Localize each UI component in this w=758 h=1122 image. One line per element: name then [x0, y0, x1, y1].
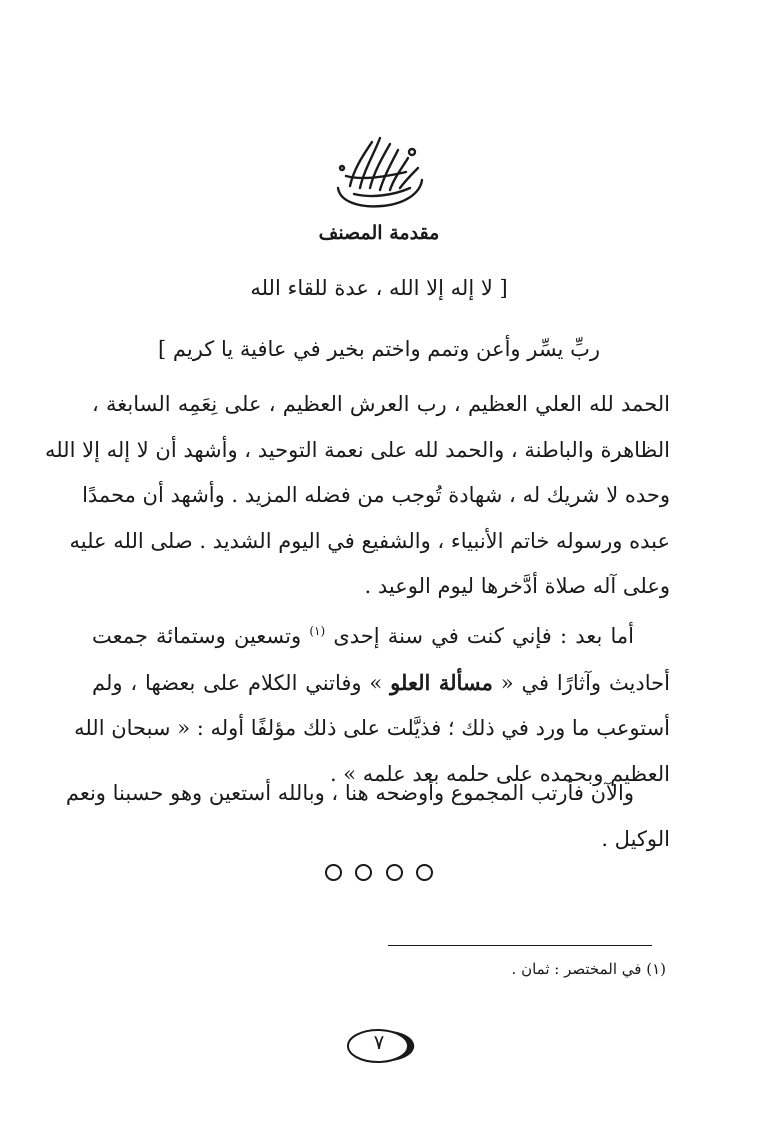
motto-line-1: [ لا إله إلا الله ، عدة للقاء الله — [250, 276, 508, 300]
paragraph-line: وحده لا شريك له ، شهادة تُوجب من فضله المزيد . وأشهد أن محمدًا — [82, 483, 670, 507]
section-divider — [0, 864, 758, 885]
paragraph-line: أستوعب ما ورد في ذلك ؛ فذيَّلت على ذلك مؤلفًا أوله : « سبحان الله — [74, 716, 670, 740]
paragraph-line: وعلى آله صلاة أدَّخرها ليوم الوعيد . — [364, 574, 670, 598]
paragraph-line: الوكيل . — [601, 826, 670, 851]
page-number: ٧ — [373, 1030, 385, 1054]
book-title: مسألة العلو — [390, 669, 493, 695]
paragraph-text: » وفاتني الكلام على بعضها ، ولم — [92, 670, 383, 695]
divider-circle-icon — [416, 864, 433, 881]
paragraph-text: أحاديث وآثارًا في « — [500, 670, 670, 695]
paragraph-line: والآن فأرتب المجموع وأوضحه هنا ، وبالله أستعين وهو حسبنا ونعم — [65, 781, 634, 805]
paragraph-line: الظاهرة والباطنة ، والحمد لله على نعمة التوحيد ، وأشهد أن لا إله إلا الله — [44, 437, 670, 462]
divider-circle-icon — [355, 864, 372, 881]
footnote-rule — [388, 945, 652, 946]
basmala-calligraphy — [320, 128, 440, 212]
paragraph-text: أما بعد : فإني كنت في سنة إحدى — [333, 624, 634, 648]
paragraph-line — [92, 609, 670, 660]
paragraph-2 — [74, 609, 670, 797]
divider-circle-icon — [386, 864, 403, 881]
paragraph-3 — [65, 771, 670, 862]
paragraph-line: الحمد لله العلي العظيم ، رب العرش العظيم ، على نِعَمِه السابغة ، — [92, 392, 670, 416]
divider-circle-icon — [325, 864, 342, 881]
paragraph-line: العظيم وبحمده على حلمه بعد علمه » . — [329, 761, 670, 786]
paragraph-text: وتسعين وستمائة جمعت — [92, 624, 302, 648]
section-heading: مقدمة المصنف — [318, 222, 440, 244]
paragraph-1 — [44, 382, 670, 610]
footnote-marker[interactable]: (١) — [309, 624, 326, 638]
motto-line-2: ربِّ يسِّر وأعن وتمم واختم بخير في عافية يا كريم ] — [158, 337, 600, 361]
footnote: (١) في المختصر : ثمان . — [511, 960, 666, 978]
paragraph-line: عبده ورسوله خاتم الأنبياء ، والشفيع في اليوم الشديد . صلى الله عليه — [69, 528, 670, 553]
paragraph-line — [92, 660, 670, 707]
